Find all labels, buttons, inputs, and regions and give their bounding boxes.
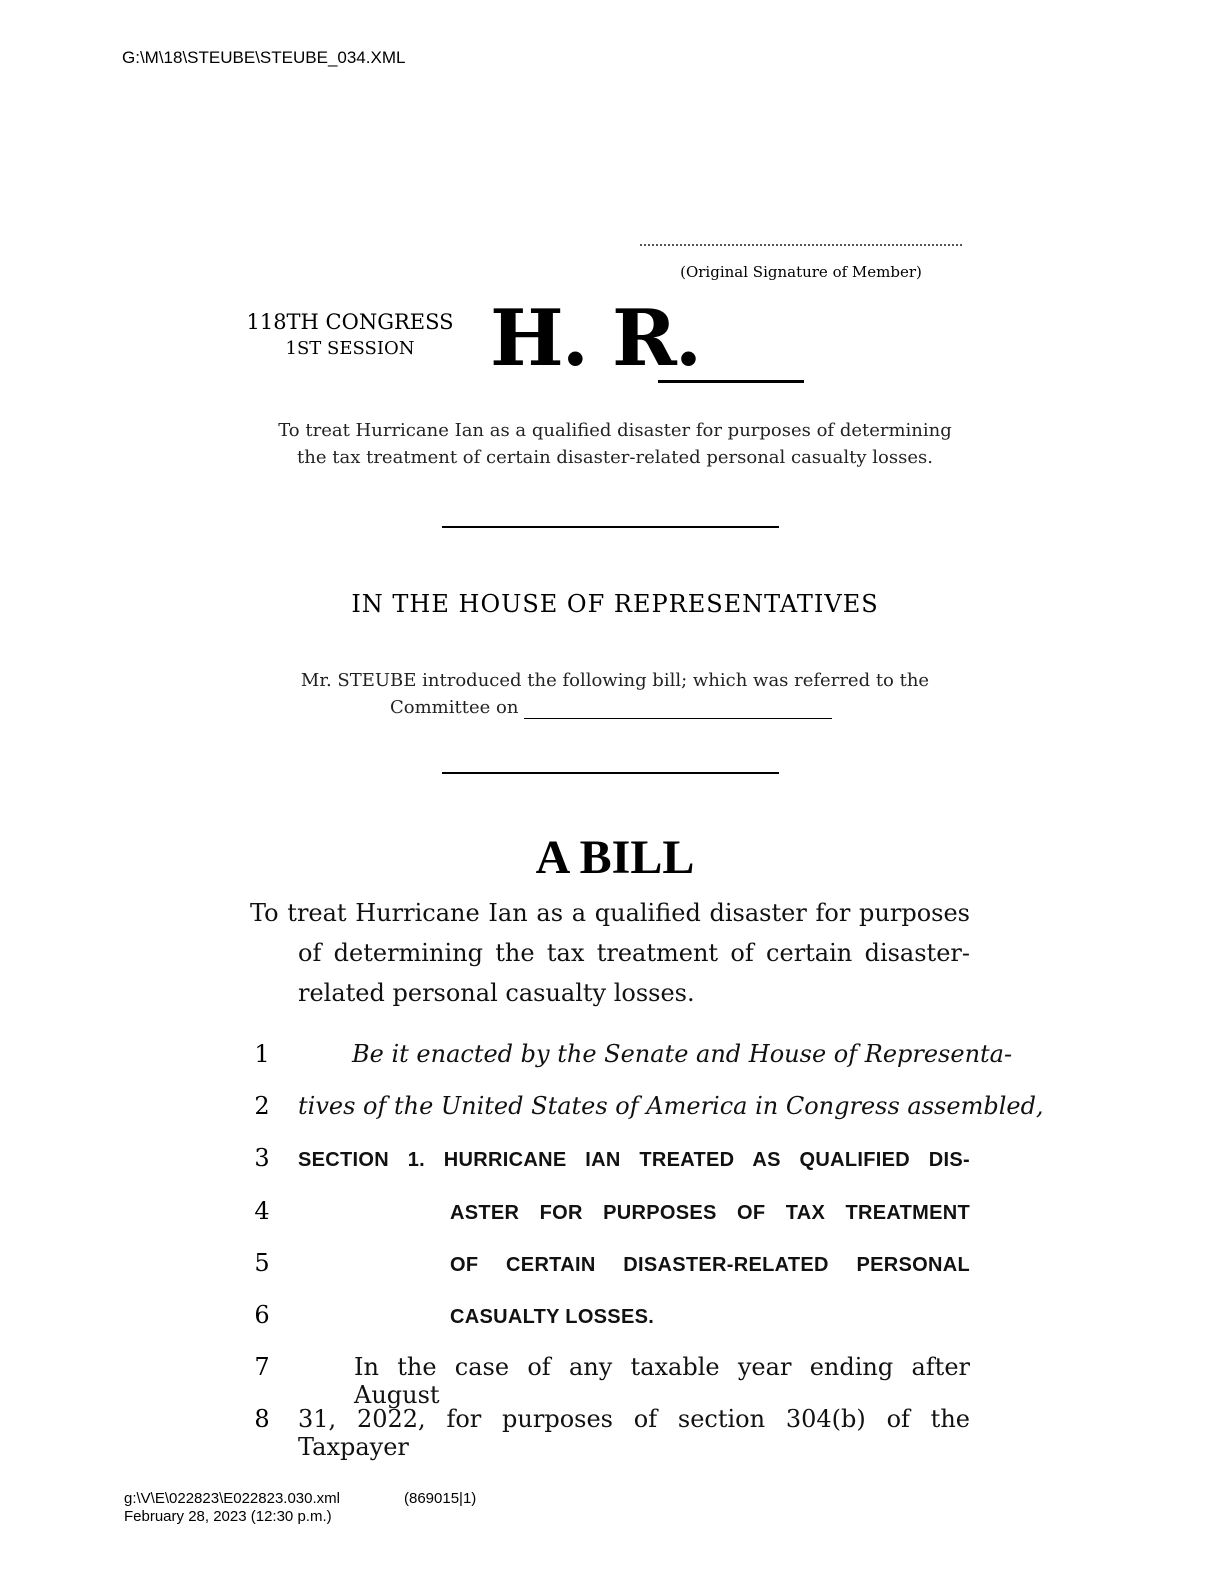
session-number: 1ST SESSION xyxy=(285,338,415,359)
section-heading: SECTION 1. HURRICANE IAN TREATED AS QUALIFIED DIS- xyxy=(298,1149,970,1171)
line-number: 4 xyxy=(254,1197,270,1225)
line-number: 2 xyxy=(254,1092,270,1120)
bill-number-blank xyxy=(658,380,804,383)
short-title-line: the tax treatment of certain disaster-related personal casualty losses. xyxy=(297,447,933,468)
footer-file-path: g:\V\E\022823\E022823.030.xml xyxy=(124,1490,340,1507)
long-title-line: related personal casualty losses. xyxy=(298,979,695,1007)
body-text-line: 31, 2022, for purposes of section 304(b) of the Taxpayer xyxy=(298,1405,970,1461)
congress-number: 118TH CONGRESS xyxy=(246,310,454,334)
line-number: 5 xyxy=(254,1249,270,1277)
line-number: 7 xyxy=(254,1353,270,1381)
footer-date: February 28, 2023 (12:30 p.m.) xyxy=(124,1508,332,1525)
section-heading: OF CERTAIN DISASTER-RELATED PERSONAL xyxy=(450,1254,970,1276)
body-text-line: In the case of any taxable year ending after August xyxy=(354,1353,970,1409)
bill-label: A BILL xyxy=(535,831,695,884)
divider xyxy=(442,526,779,528)
line-number: 3 xyxy=(254,1144,270,1172)
short-title-line: To treat Hurricane Ian as a qualified disaster for purposes of determining xyxy=(278,420,952,441)
line-number: 8 xyxy=(254,1405,270,1433)
section-heading: CASUALTY LOSSES. xyxy=(450,1306,655,1328)
long-title-line: of determining the tax treatment of certain disaster- xyxy=(298,939,970,967)
signature-label: (Original Signature of Member) xyxy=(680,263,922,281)
file-path: G:\M\18\STEUBE\STEUBE_034.XML xyxy=(122,48,406,67)
enacting-clause: Be it enacted by the Senate and House of Representa- xyxy=(352,1040,1013,1068)
introduction-line: Mr. STEUBE introduced the following bill; which was referred to the xyxy=(300,670,930,691)
bill-designation: H. R. xyxy=(490,293,700,384)
line-number: 1 xyxy=(254,1040,270,1068)
committee-blank xyxy=(524,718,832,719)
signature-line xyxy=(640,244,962,246)
divider xyxy=(442,772,779,774)
line-number: 6 xyxy=(254,1301,270,1329)
chamber-heading: IN THE HOUSE OF REPRESENTATIVES xyxy=(351,590,879,618)
long-title-line: To treat Hurricane Ian as a qualified disaster for purposes xyxy=(250,899,970,927)
enacting-clause: tives of the United States of America in Congress assembled, xyxy=(298,1092,1044,1120)
section-heading: ASTER FOR PURPOSES OF TAX TREATMENT xyxy=(450,1202,970,1224)
footer-doc-id: (869015|1) xyxy=(404,1490,477,1507)
committee-label: Committee on xyxy=(390,697,519,718)
